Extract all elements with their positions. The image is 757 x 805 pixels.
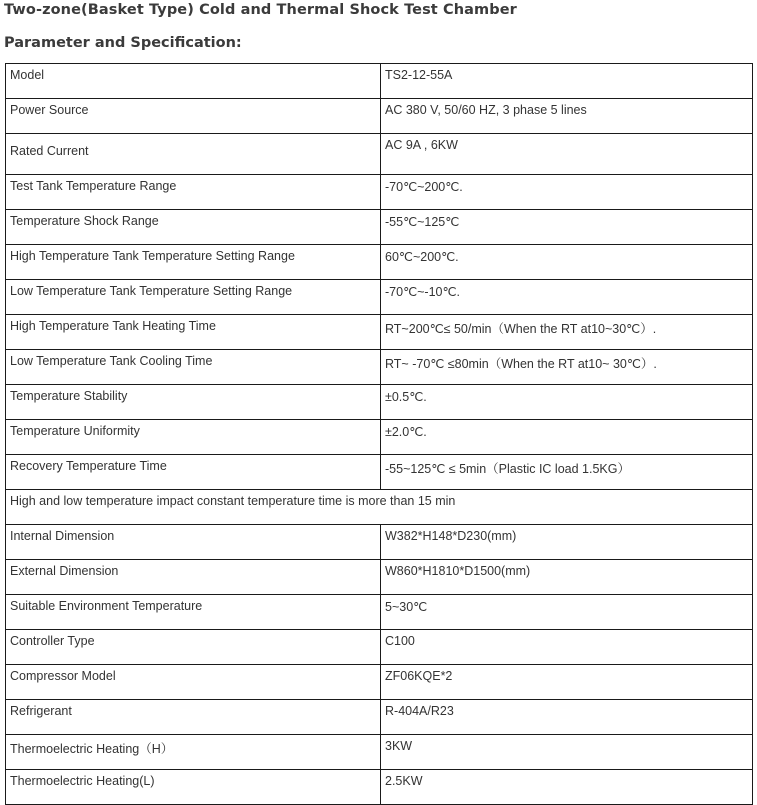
spec-value: -70℃~200℃. — [381, 175, 753, 210]
table-row — [6, 770, 753, 805]
section-subtitle: Parameter and Specification: — [4, 35, 242, 51]
spec-note: High and low temperature impact constant temperature time is more than 15 min — [6, 490, 753, 525]
spec-value: W860*H1810*D1500(mm) — [381, 560, 753, 595]
table-row — [6, 630, 753, 665]
spec-value: TS2-12-55A — [381, 64, 753, 99]
spec-label: Controller Type — [6, 630, 381, 665]
spec-label: High Temperature Tank Heating Time — [6, 315, 381, 350]
spec-value: RT~ -70℃ ≤80min（When the RT at10~ 30℃）. — [381, 350, 753, 385]
spec-value: AC 380 V, 50/60 HZ, 3 phase 5 lines — [381, 99, 753, 134]
spec-label: Model — [6, 64, 381, 99]
spec-label: Internal Dimension — [6, 525, 381, 560]
spec-value: 3KW — [381, 735, 753, 770]
spec-value: 2.5KW — [381, 770, 753, 805]
table-row — [6, 525, 753, 560]
spec-value: -55℃~125℃ — [381, 210, 753, 245]
spec-label: High Temperature Tank Temperature Setting Range — [6, 245, 381, 280]
spec-value: AC 9A , 6KW — [381, 134, 753, 175]
spec-label: Rated Current — [6, 134, 381, 175]
table-row — [6, 99, 753, 134]
spec-label: Low Temperature Tank Temperature Setting Range — [6, 280, 381, 315]
table-row — [6, 560, 753, 595]
table-row — [6, 210, 753, 245]
spec-label: External Dimension — [6, 560, 381, 595]
spec-value: -70℃~-10℃. — [381, 280, 753, 315]
table-row — [6, 700, 753, 735]
spec-label: Thermoelectric Heating(L) — [6, 770, 381, 805]
table-row — [6, 64, 753, 99]
spec-value: C100 — [381, 630, 753, 665]
spec-label: Thermoelectric Heating（H） — [6, 735, 381, 770]
spec-label: Test Tank Temperature Range — [6, 175, 381, 210]
spec-label: Temperature Stability — [6, 385, 381, 420]
table-row — [6, 490, 753, 525]
spec-label: Temperature Uniformity — [6, 420, 381, 455]
spec-value: 5~30℃ — [381, 595, 753, 630]
table-row — [6, 735, 753, 770]
spec-value: 60℃~200℃. — [381, 245, 753, 280]
spec-label: Temperature Shock Range — [6, 210, 381, 245]
table-row — [6, 134, 753, 175]
spec-label: Compressor Model — [6, 665, 381, 700]
table-row — [6, 420, 753, 455]
spec-value: ZF06KQE*2 — [381, 665, 753, 700]
table-row — [6, 665, 753, 700]
table-row — [6, 595, 753, 630]
spec-value: R-404A/R23 — [381, 700, 753, 735]
table-row — [6, 455, 753, 490]
spec-label: Recovery Temperature Time — [6, 455, 381, 490]
spec-value: -55~125℃ ≤ 5min（Plastic IC load 1.5KG） — [381, 455, 753, 490]
spec-label: Power Source — [6, 99, 381, 134]
spec-value: W382*H148*D230(mm) — [381, 525, 753, 560]
table-row — [6, 315, 753, 350]
spec-value: ±2.0℃. — [381, 420, 753, 455]
spec-label: Low Temperature Tank Cooling Time — [6, 350, 381, 385]
spec-label: Refrigerant — [6, 700, 381, 735]
table-row — [6, 175, 753, 210]
table-row — [6, 385, 753, 420]
spec-value: RT~200℃≤ 50/min（When the RT at10~30℃）. — [381, 315, 753, 350]
table-row — [6, 280, 753, 315]
spec-table — [5, 63, 753, 805]
spec-label: Suitable Environment Temperature — [6, 595, 381, 630]
table-row — [6, 350, 753, 385]
spec-value: ±0.5℃. — [381, 385, 753, 420]
table-row — [6, 245, 753, 280]
page-title: Two-zone(Basket Type) Cold and Thermal Shock Test Chamber — [4, 2, 517, 18]
